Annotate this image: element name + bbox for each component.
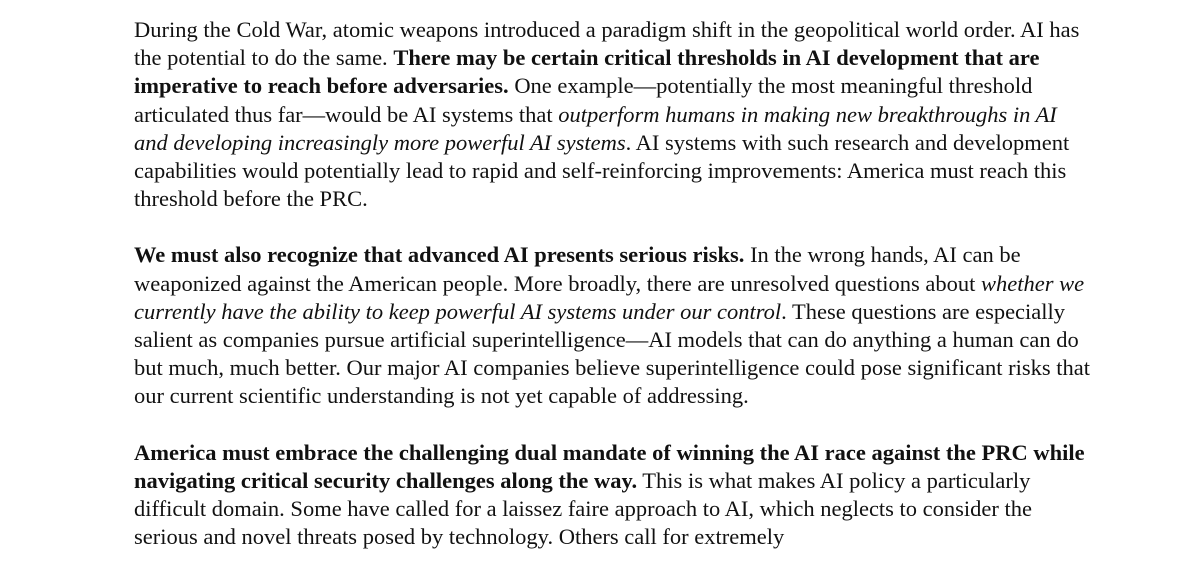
paragraph-cold-war xyxy=(134,16,1094,213)
para1-bold-1: There may be certain critical thresholds in AI development that are imperative to reach before adversaries. xyxy=(134,45,1040,99)
para1-italic-1: outperform humans in making new breakthroughs in AI and developing increasingly more powerful AI systems xyxy=(134,101,1057,155)
paragraph-serious-risks xyxy=(134,241,1094,410)
para1-text-1: During the Cold War, atomic weapons introduced a paradigm shift in the geopolitical world order. AI has the potential to do the same. xyxy=(134,17,1080,71)
para1-text-2: One example—potentially the most meaningful threshold articulated thus far—would be AI systems that xyxy=(134,73,1033,127)
paragraph-dual-mandate xyxy=(134,439,1094,552)
document-page xyxy=(134,16,1094,579)
para3-bold-1: America must embrace the challenging dual mandate of winning the AI race against the PRC while navigating critical security challenges along the way. xyxy=(134,439,1085,493)
para2-italic-1: whether we currently have the ability to keep powerful AI systems under our control xyxy=(134,270,1085,324)
para3-text-1: This is what makes AI policy a particularly difficult domain. Some have called for a laissez faire approach to AI, which neglects to consider the serious and novel threats posed by technology. Others call for extremely xyxy=(134,467,1033,550)
para2-bold-1: We must also recognize that advanced AI presents serious risks. xyxy=(134,242,745,268)
para2-text-1: In the wrong hands, AI can be weaponized against the American people. More broadly, there are unresolved questions about xyxy=(134,242,1021,296)
para1-text-3: . AI systems with such research and development capabilities would potentially lead to rapid and self-reinforcing improvements: America must reach this threshold before the PRC. xyxy=(134,129,1070,212)
para2-text-2: . These questions are especially salient as companies pursue artificial superintelligence—AI models that can do anything a human can do but much, much better. Our major AI companies believe superintelligence could pose significant risks that our current scientific understanding is not yet capable of addressing. xyxy=(134,298,1090,409)
